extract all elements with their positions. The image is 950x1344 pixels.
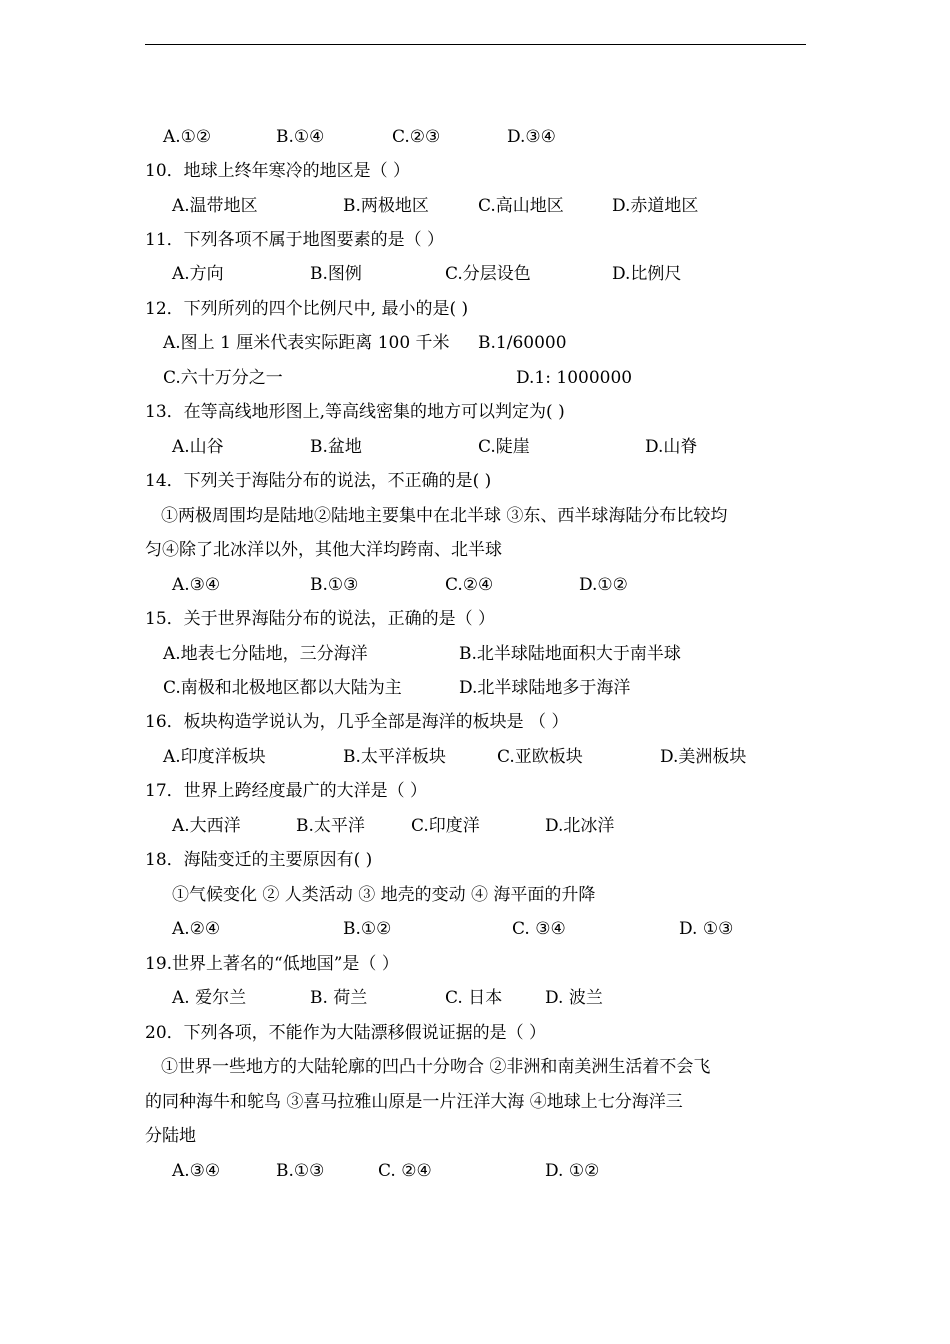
answer-option: D. ①②: [545, 1161, 600, 1181]
answer-option: B.①④: [276, 127, 325, 147]
question-text: 12．下列所列的四个比例尺中, 最小的是( ): [145, 299, 469, 319]
answer-option: C.六十万分之一: [163, 368, 283, 388]
answer-option: D.北冰洋: [545, 816, 615, 836]
answer-option: D. 波兰: [545, 988, 603, 1008]
answer-option: D.①②: [579, 575, 628, 595]
answer-option: B.太平洋板块: [343, 747, 446, 767]
answer-option: D.山脊: [645, 437, 698, 457]
answer-option: B.盆地: [310, 437, 362, 457]
question-text: 11．下列各项不属于地图要素的是（ ）: [145, 230, 445, 250]
answer-option: D.美洲板块: [660, 747, 747, 767]
answer-option: D.比例尺: [612, 264, 682, 284]
answer-option: C. ③④: [512, 919, 566, 939]
answer-option: C. 日本: [445, 988, 503, 1008]
answer-option: C.②④: [445, 575, 494, 595]
answer-option: B.太平洋: [296, 816, 365, 836]
answer-option: A.温带地区: [172, 196, 258, 216]
answer-option: A.①②: [163, 127, 212, 147]
answer-option: B.①③: [310, 575, 359, 595]
question-text: ①气候变化 ② 人类活动 ③ 地壳的变动 ④ 海平面的升降: [172, 885, 596, 905]
answer-option: C.南极和北极地区都以大陆为主: [163, 678, 402, 698]
answer-option: C. ②④: [378, 1161, 432, 1181]
question-text: 10．地球上终年寒冷的地区是（ ）: [145, 161, 411, 181]
question-text: 14．下列关于海陆分布的说法，不正确的是( ): [145, 471, 492, 491]
answer-option: D.北半球陆地多于海洋: [459, 678, 631, 698]
answer-option: D.③④: [507, 127, 556, 147]
question-text: ①世界一些地方的大陆轮廓的凹凸十分吻合 ②非洲和南美洲生活着不会飞: [161, 1057, 711, 1077]
answer-option: B.①③: [276, 1161, 325, 1181]
answer-option: A.印度洋板块: [163, 747, 266, 767]
answer-option: A.方向: [172, 264, 224, 284]
answer-option: B.图例: [310, 264, 362, 284]
answer-option: D.1: 1000000: [516, 368, 633, 388]
answer-option: A.③④: [172, 575, 221, 595]
question-text: 15．关于世界海陆分布的说法，正确的是（ ）: [145, 609, 496, 629]
answer-option: B.两极地区: [343, 196, 429, 216]
answer-option: B.①②: [343, 919, 392, 939]
question-text: 19.世界上著名的“低地国”是（ ）: [145, 954, 399, 974]
answer-option: A.③④: [172, 1161, 221, 1181]
answer-option: A.大西洋: [172, 816, 241, 836]
question-text: 分陆地: [145, 1126, 196, 1146]
question-text: 的同种海牛和鸵鸟 ③喜马拉雅山原是一片汪洋大海 ④地球上七分海洋三: [145, 1092, 683, 1112]
answer-option: C.②③: [392, 127, 441, 147]
answer-option: A.图上 1 厘米代表实际距离 100 千米: [163, 333, 450, 353]
answer-option: C.陡崖: [478, 437, 530, 457]
answer-option: A.②④: [172, 919, 221, 939]
question-text: 匀④除了北冰洋以外，其他大洋均跨南、北半球: [145, 540, 502, 560]
question-text: 17．世界上跨经度最广的大洋是（ ）: [145, 781, 428, 801]
question-text: 20．下列各项，不能作为大陆漂移假说证据的是（ ）: [145, 1023, 547, 1043]
answer-option: B.1/60000: [478, 333, 567, 353]
question-text: 18．海陆变迁的主要原因有( ): [145, 850, 373, 870]
answer-option: A. 爱尔兰: [172, 988, 247, 1008]
question-text: 13．在等高线地形图上,等高线密集的地方可以判定为( ): [145, 402, 565, 422]
answer-option: B.北半球陆地面积大于南半球: [459, 644, 681, 664]
answer-option: B. 荷兰: [310, 988, 368, 1008]
answer-option: D.赤道地区: [612, 196, 699, 216]
answer-option: A.山谷: [172, 437, 224, 457]
answer-option: C.分层设色: [445, 264, 531, 284]
answer-option: C.高山地区: [478, 196, 564, 216]
answer-option: D. ①③: [679, 919, 734, 939]
answer-option: C.亚欧板块: [497, 747, 583, 767]
answer-option: C.印度洋: [411, 816, 480, 836]
question-text: ①两极周围均是陆地②陆地主要集中在北半球 ③东、西半球海陆分布比较均: [161, 506, 728, 526]
question-text: 16．板块构造学说认为，几乎全部是海洋的板块是 （ ）: [145, 712, 569, 732]
header-rule: [145, 44, 806, 45]
answer-option: A.地表七分陆地，三分海洋: [163, 644, 368, 664]
